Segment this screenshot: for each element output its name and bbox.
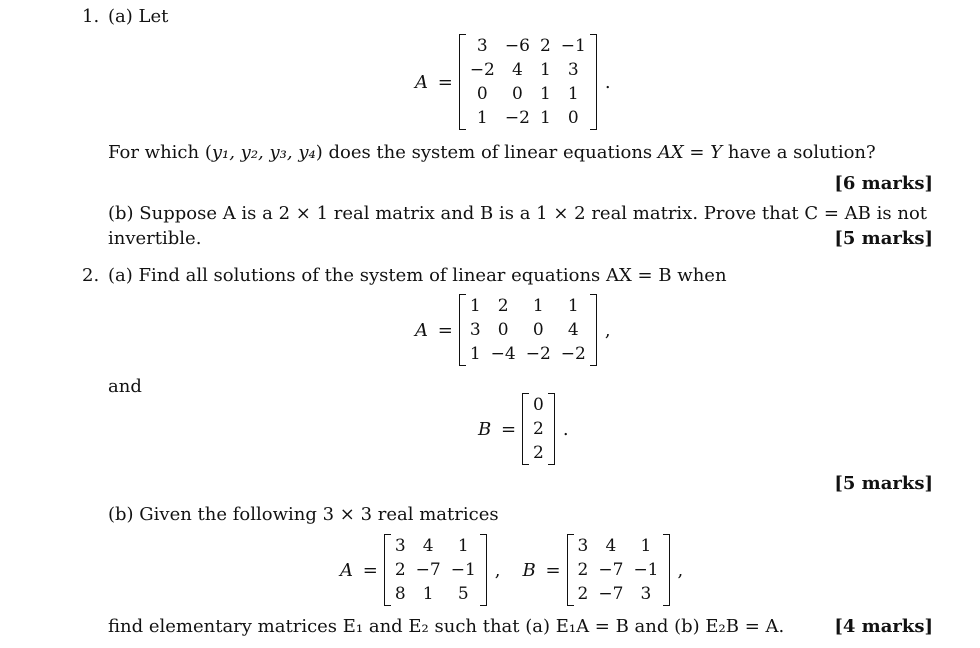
matrix-cell: 2	[539, 36, 551, 56]
q1-marks-a: [6 marks]	[834, 173, 933, 194]
matrix-cell: 1	[422, 584, 434, 604]
matrix-cell: 3	[640, 584, 652, 604]
q1-part-a-intro: (a) Let	[108, 6, 169, 27]
matrix-cell: 4	[567, 320, 579, 340]
matrix-cell: 1	[567, 84, 579, 104]
matrix-row	[528, 441, 549, 465]
matrix-row	[465, 342, 591, 366]
matrix-cell: 4	[511, 60, 523, 80]
q2-b-matrix-A-label: A =	[340, 559, 378, 581]
matrix-cell: 2	[577, 584, 589, 604]
matrix-cell: 1	[539, 108, 551, 128]
matrix-cell: 0	[511, 84, 523, 104]
q2-matrix-A-punct: ,	[604, 319, 611, 341]
matrix-cell: −2	[525, 344, 551, 364]
q2-matrix-B-label: B =	[478, 418, 517, 440]
matrix-cell: 1	[539, 60, 551, 80]
matrix-cell: 1	[532, 296, 544, 316]
matrix-row	[573, 534, 664, 558]
matrix-cell: 3	[469, 320, 481, 340]
q2-part-b-matrices	[340, 534, 683, 606]
matrix-cell: 0	[497, 320, 509, 340]
matrix-cell: 1	[539, 84, 551, 104]
matrix-cell: −4	[490, 344, 516, 364]
q2-matrix-B-punct: .	[562, 418, 569, 440]
matrix-cell: 4	[605, 536, 617, 556]
matrix-cell: 1	[476, 108, 488, 128]
matrix-row	[528, 393, 549, 417]
matrix-row	[573, 558, 664, 582]
matrix-cell: 3	[567, 60, 579, 80]
matrix-cell: 2	[577, 560, 589, 580]
q2-marks-b: [4 marks]	[834, 616, 933, 637]
matrix-cell: −6	[504, 36, 530, 56]
matrix-row	[465, 318, 591, 342]
q2-part-a-text: (a) Find all solutions of the system of linear equations AX = B when	[108, 265, 727, 286]
matrix-cell: −2	[560, 344, 586, 364]
q2-matrix-A	[415, 294, 611, 366]
matrix-cell: 2	[533, 443, 544, 463]
matrix-cell: 1	[567, 296, 579, 316]
matrix-cell: −1	[633, 560, 659, 580]
q1-part-b-line2: invertible.	[108, 228, 202, 249]
matrix-cell: −2	[504, 108, 530, 128]
q1-matrix-punct: .	[604, 71, 611, 93]
matrix-cell: 1	[457, 536, 469, 556]
q1-part-a-question: For which (y₁, y₂, y₃, y₄) does the system of linear equations AX = Y have a solution?	[108, 142, 876, 163]
matrix-cell: 0	[532, 320, 544, 340]
matrix-row	[465, 82, 591, 106]
matrix-row	[573, 582, 664, 606]
matrix-cell: 2	[497, 296, 509, 316]
q1-matrix-A-table	[465, 34, 591, 130]
matrix-cell: 4	[422, 536, 434, 556]
matrix-cell: 3	[476, 36, 488, 56]
matrix-cell: 0	[476, 84, 488, 104]
matrix-row	[390, 582, 481, 606]
matrix-cell: 5	[457, 584, 469, 604]
matrix-cell: 3	[577, 536, 589, 556]
matrix-cell: −7	[598, 560, 624, 580]
q1-matrix-label: A =	[415, 71, 453, 93]
matrix-cell: 2	[394, 560, 406, 580]
q2-matrix-B-table	[528, 393, 549, 465]
matrix-cell: 0	[533, 395, 544, 415]
matrix-cell: 0	[567, 108, 579, 128]
matrix-cell: −1	[450, 560, 476, 580]
matrix-row	[465, 294, 591, 318]
matrix-cell: 1	[469, 344, 481, 364]
matrix-row	[465, 58, 591, 82]
q2-final-text: find elementary matrices E₁ and E₂ such that (a) E₁A = B and (b) E₂B = A.	[108, 616, 785, 637]
matrix-row	[390, 558, 481, 582]
q2-marks-a: [5 marks]	[834, 473, 933, 494]
matrix-cell: −1	[560, 36, 586, 56]
matrix-cell: −7	[415, 560, 441, 580]
matrix-row	[528, 417, 549, 441]
matrix-cell: −2	[469, 60, 495, 80]
matrix-cell: 8	[394, 584, 406, 604]
q1-marks-b: [5 marks]	[834, 228, 933, 249]
q1-number: 1.	[82, 6, 100, 27]
q2-b-matrix-A-table	[390, 534, 481, 606]
q2-matrix-A-table	[465, 294, 591, 366]
q1-matrix-A	[415, 34, 611, 130]
matrix-cell: 3	[394, 536, 406, 556]
matrix-cell: 1	[640, 536, 652, 556]
matrix-row	[465, 34, 591, 58]
matrix-cell: 1	[469, 296, 481, 316]
q2-and-text: and	[108, 376, 142, 397]
q2-b-matrix-B-label: B =	[522, 559, 561, 581]
q2-b-matrix-B-table	[573, 534, 664, 606]
matrix-cell: 2	[533, 419, 544, 439]
matrix-row	[465, 106, 591, 130]
q2-matrix-A-label: A =	[415, 319, 453, 341]
q2-matrix-B	[478, 393, 569, 465]
matrix-cell: −7	[598, 584, 624, 604]
q2-b-comma-2: ,	[677, 559, 684, 581]
matrix-row	[390, 534, 481, 558]
q1-part-b-line1: (b) Suppose A is a 2 × 1 real matrix and B is a 1 × 2 real matrix. Prove that C = AB is not	[108, 203, 928, 224]
q2-b-comma-1: ,	[494, 559, 501, 581]
q2-part-b-text: (b) Given the following 3 × 3 real matrices	[108, 504, 499, 525]
q2-number: 2.	[82, 265, 100, 286]
